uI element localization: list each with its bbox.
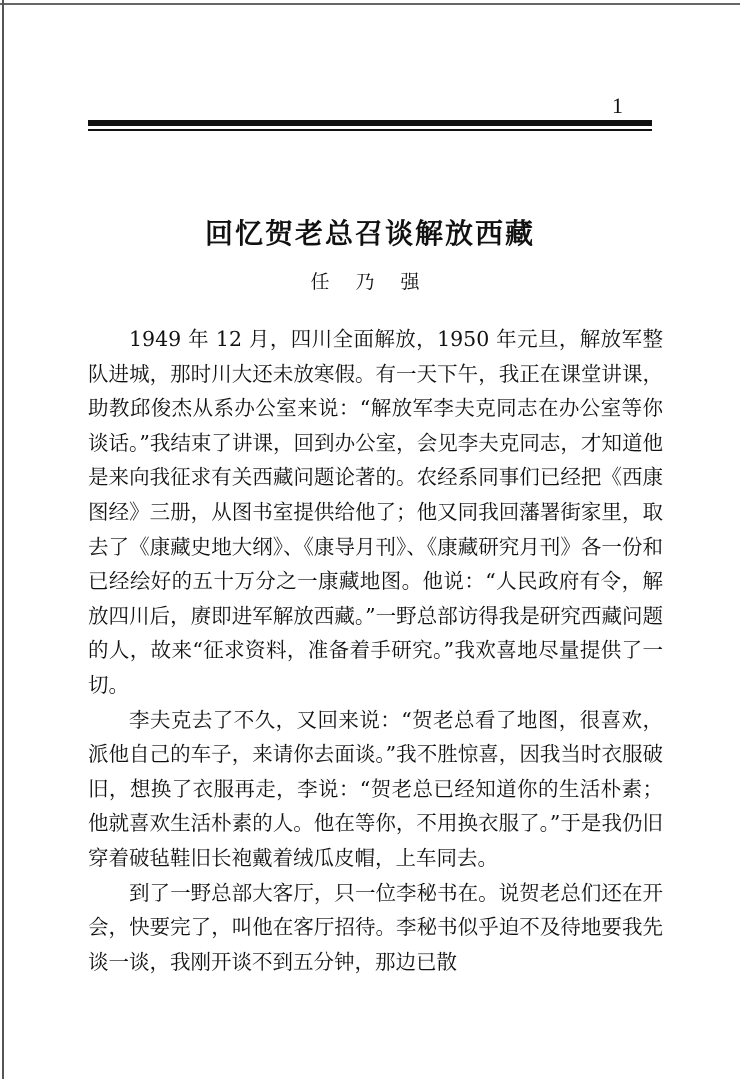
header-rule-thin	[88, 129, 652, 131]
paragraph-2: 李夫克去了不久，又回来说：“贺老总看了地图，很喜欢，派他自己的车子，来请你去面谈。”我不胜惊喜，因我当时衣服破旧，想换了衣服再走，李说：“贺老总已经知道你的生活朴素；他就喜欢生活朴素的人。他在等你，不用换衣服了。”于是我仍旧穿着破毡鞋旧长袍戴着绒瓜皮帽，上车同去。	[88, 707, 663, 870]
page-number: 1	[612, 93, 623, 118]
paragraph-1: 1949 年 12 月，四川全面解放，1950 年元旦，解放军整队进城，那时川大还未放寒假。有一天下午，我正在课堂讲课，助教邱俊杰从系办公室来说：“解放军李夫克同志在办公室等你谈话。”我结束了讲课，回到办公室，会见李夫克同志，才知道他是来向我征求有关西藏问题论著的。农经系同事们已经把《西康图经》三册，从图书室提供给他了；他又同我回藩署街家里，取去了《康藏史地大纲》、《康导月刊》、《康藏研究月刊》各一份和已经绘好的五十万分之一康藏地图。他说：“人民政府有令，解放四川后，赓即进军解放西藏。”一野总部访得我是研究西藏问题的人，故来“征求资料，准备着手研究。”我欢喜地尽量提供了一切。	[88, 327, 663, 697]
article-author: 任 乃 强	[310, 271, 430, 293]
scan-edge-left	[2, 0, 4, 1079]
article-title: 回忆贺老总召谈解放西藏	[204, 217, 535, 250]
scan-edge-top	[0, 3, 740, 5]
article-body	[88, 322, 663, 979]
header-rule-thick	[88, 120, 652, 126]
paragraph-3: 到了一野总部大客厅，只一位李秘书在。说贺老总们还在开会，快要完了，叫他在客厅招待。李秘书似乎迫不及待地要我先谈一谈，我刚开谈不到五分钟，那边已散	[88, 880, 663, 974]
